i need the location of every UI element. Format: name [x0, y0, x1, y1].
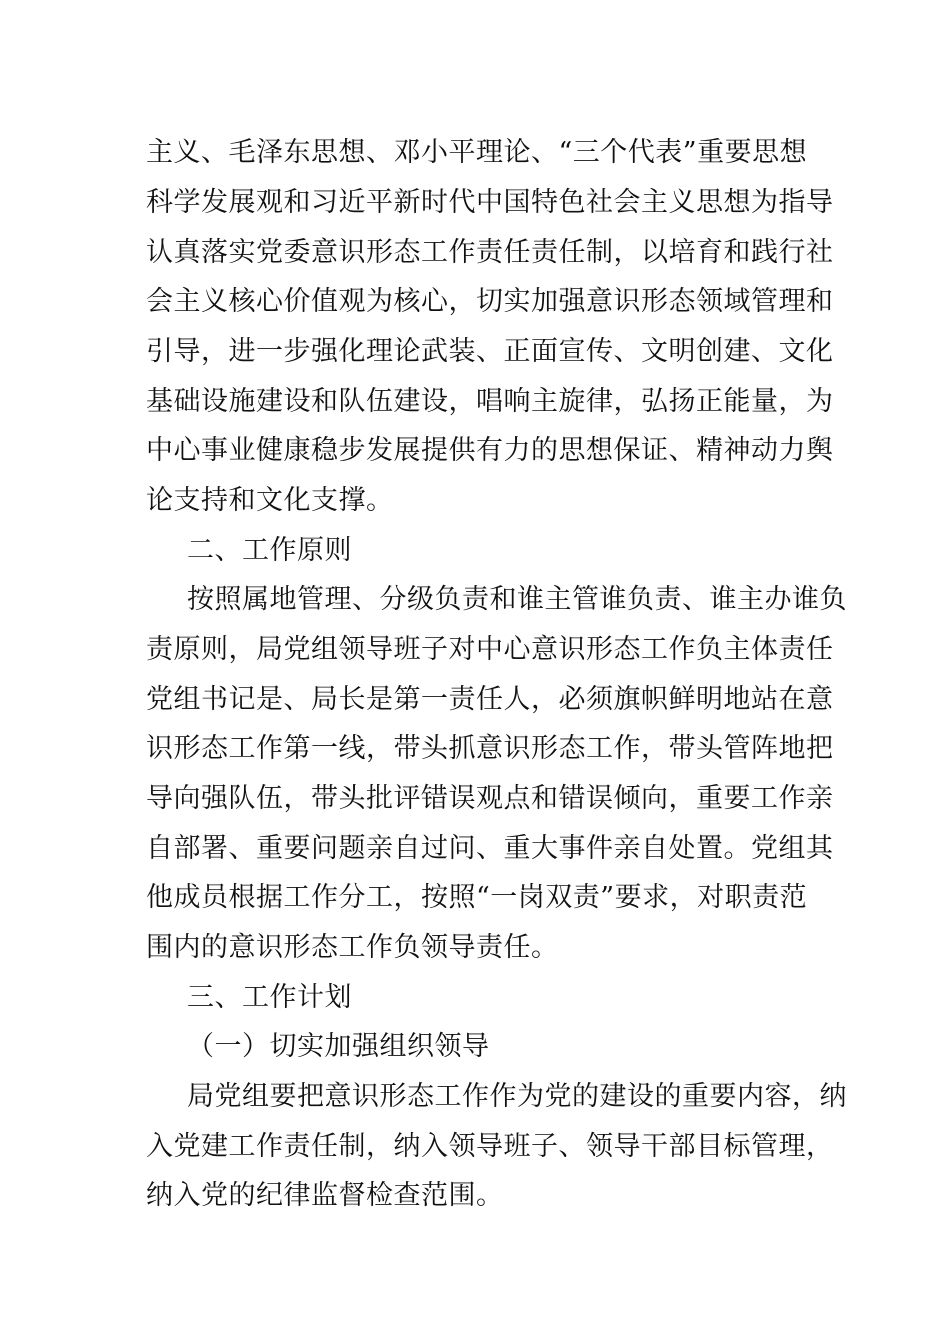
text-line: 围内的意识形态工作负领导责任。 [146, 932, 559, 963]
text-line: 自部署、重要问题亲自过问、重大事件亲自处置。党组其 [146, 833, 834, 864]
text-line: 党组书记是、局长是第一责任人，必须旗帜鲜明地站在意 [146, 684, 834, 715]
section-heading-principles: 二、工作原则 [187, 535, 352, 566]
text-line: 识形态工作第一线，带头抓意识形态工作，带头管阵地把 [146, 733, 834, 764]
text-line: 会主义核心价值观为核心，切实加强意识形态领域管理和 [146, 286, 834, 317]
text-line: 局党组要把意识形态工作作为党的建设的重要内容，纳 [187, 1081, 847, 1112]
text-line: 论支持和文化支撑。 [146, 485, 394, 516]
section-heading-plan: 三、工作计划 [187, 982, 352, 1013]
text-line: 引导，进一步强化理论武装、正面宣传、文明创建、文化 [146, 336, 834, 367]
text-line: 责原则，局党组领导班子对中心意识形态工作负主体责任 [146, 634, 834, 665]
text-line: 入党建工作责任制，纳入领导班子、领导干部目标管理， [146, 1131, 834, 1162]
subsection-heading: （一）切实加强组织领导 [187, 1031, 490, 1062]
text-line: 主义、毛泽东思想、邓小平理论、“三个代表”重要思想 [146, 137, 808, 168]
text-line: 中心事业健康稳步发展提供有力的思想保证、精神动力舆 [146, 435, 834, 466]
text-line: 按照属地管理、分级负责和谁主管谁负责、谁主办谁负 [187, 584, 847, 615]
text-line: 纳入党的纪律监督检查范围。 [146, 1180, 504, 1211]
text-line: 认真落实党委意识形态工作责任责任制，以培育和践行社 [146, 237, 834, 268]
text-line: 他成员根据工作分工，按照“一岗双责”要求，对职责范 [146, 882, 808, 913]
text-line: 导向强队伍，带头批评错误观点和错误倾向，重要工作亲 [146, 783, 834, 814]
text-line: 科学发展观和习近平新时代中国特色社会主义思想为指导 [146, 187, 834, 218]
text-line: 基础设施建设和队伍建设，唱响主旋律，弘扬正能量，为 [146, 386, 834, 417]
